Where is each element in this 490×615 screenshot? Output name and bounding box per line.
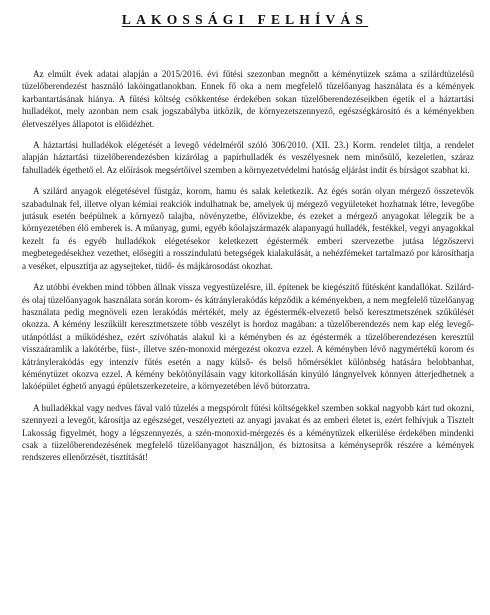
paragraph-5: A hulladékkal vagy nedves fával való tüzelés a megspórolt fűtési költségekkel szemben sokkal nagyobb kárt tud okozni, szennyezi a levegőt, károsítja az egészséget, veszélyezteti az anyagi javakat és az emberi életet is, ezért felhívjuk a Tisztelt Lakosság figyelmét, hogy a légszennyezés, a szén-monoxid-mérgezés és a kéménytüzek elkerülése érdekében mindenki csak a tüzelőberendezésének megfelelő tüzelőanyagot használjon, és biztosítsa a kéményseprők részére a kémények rendszeres ellenőrzését, tisztítását! [22, 402, 474, 463]
paragraph-1: Az elmúlt évek adatai alapján a 2015/2016. évi fűtési szezonban megnőtt a kéménytüzek száma a szilárdtüzelésű tüzelőberendezést használó lakóingatlanokban. Ennek fő oka a nem megfelelő tüzelőanyag használata és a kémények karbantartásának hiánya. A fűtési költség csökkentése érdekében sokan tüzelőberendezéseikben égetik el a háztartási hulladékot, mely azonban nem csak jogszabályba ütközik, de környezetszennyező, egészségkárosító és a kéményekben életveszélyes állapotot is előidézhet. [22, 69, 474, 129]
document-body [22, 68, 474, 473]
paragraph-4: Az utóbbi években mind többen állnak vissza vegyestüzelésre, ill. építenek be kiegészítő fűtésként kandallókat. Szilárd- és olaj tüzelőanyagok használata során korom- és kátránylerakódás képződik a kéményekben, a nem megfelelő tüzelőanyag használata pedig megnöveli ezen lerakódás mértékét, mely az égéstermék-elvezető belső keresztmetszének szűkülését okozza. A kémény leszűkült keresztmetszete több veszélyt is hordoz magában: a tüzelőberendezés nem kap elég levegő-utánpótlást a működéshez, ezért szívóhatás alakul ki a kéményben és az égéstermék a tüzelőberendezésen keresztül visszaáramlik a lakótérbe, füst-, illetve szén-monoxid mérgezést okozva ezzel. A kéményben lévő nagymértékű korom és kátránylerakódás egy intenzív fűtés esetén a nagy külső- és belső hőmérséklet különbség hatására belobbanhat, kéménytüzet okozva ezzel. A kémény bekötönyílásain vagy kitorkollásán kinyúló lángnyelvek könnyen átterjedhetnek a lakóépület éghető anyagú épületszerkezeteire, a környezetében lévő bútorzatra. [22, 282, 474, 392]
paragraph-3: A szilárd anyagok elégetésével füstgáz, korom, hamu és salak keletkezik. Az égés során olyan mérgező összetevők szabadulnak fel, illetve olyan kémiai reakciók indulhatnak be, amelyek új mérgező vegyületeket hozhatnak létre, levegőbe jutásuk esetén beépülnek a környező talajba, növényzetbe, élővizekbe, és ezeket a mérgező anyagokat lélegzik be a környezetében élő emberek is. A műanyag, gumi, egyéb kőolajszármazék alapanyagú hulladék, festékkel, vegyi anyagokkal kezelt fa és egyéb hulladékok elégetésekor keletkezett égéstermék emberi szervezetbe jutása légzőszervi megbetegedésekhez vezethet, elősegíti a rosszindulatú betegségek kialakulását, a nehézfémeket tartalmazó por károsíthatja a veséket, elpusztítja az agysejteket, tüdő- és májkárosodást okozhat. [22, 186, 474, 271]
page-title: LAKOSSÁGI FELHÍVÁS [121, 12, 369, 27]
paragraph-2: A háztartási hulladékok elégetését a levegő védelméről szóló 306/2010. (XII. 23.) Korm. rendelet tiltja, a rendelet alapján háztartási tüzelőberendezésben kizárólag a papírhulladék és veszélyesnek nem minősülő, kezeletlen, száraz fahulladék égethető el. Az előírások megsértőivel szemben a környezetvédelmi hatóság eljárást indít és bírságot szabhat ki. [22, 140, 474, 175]
